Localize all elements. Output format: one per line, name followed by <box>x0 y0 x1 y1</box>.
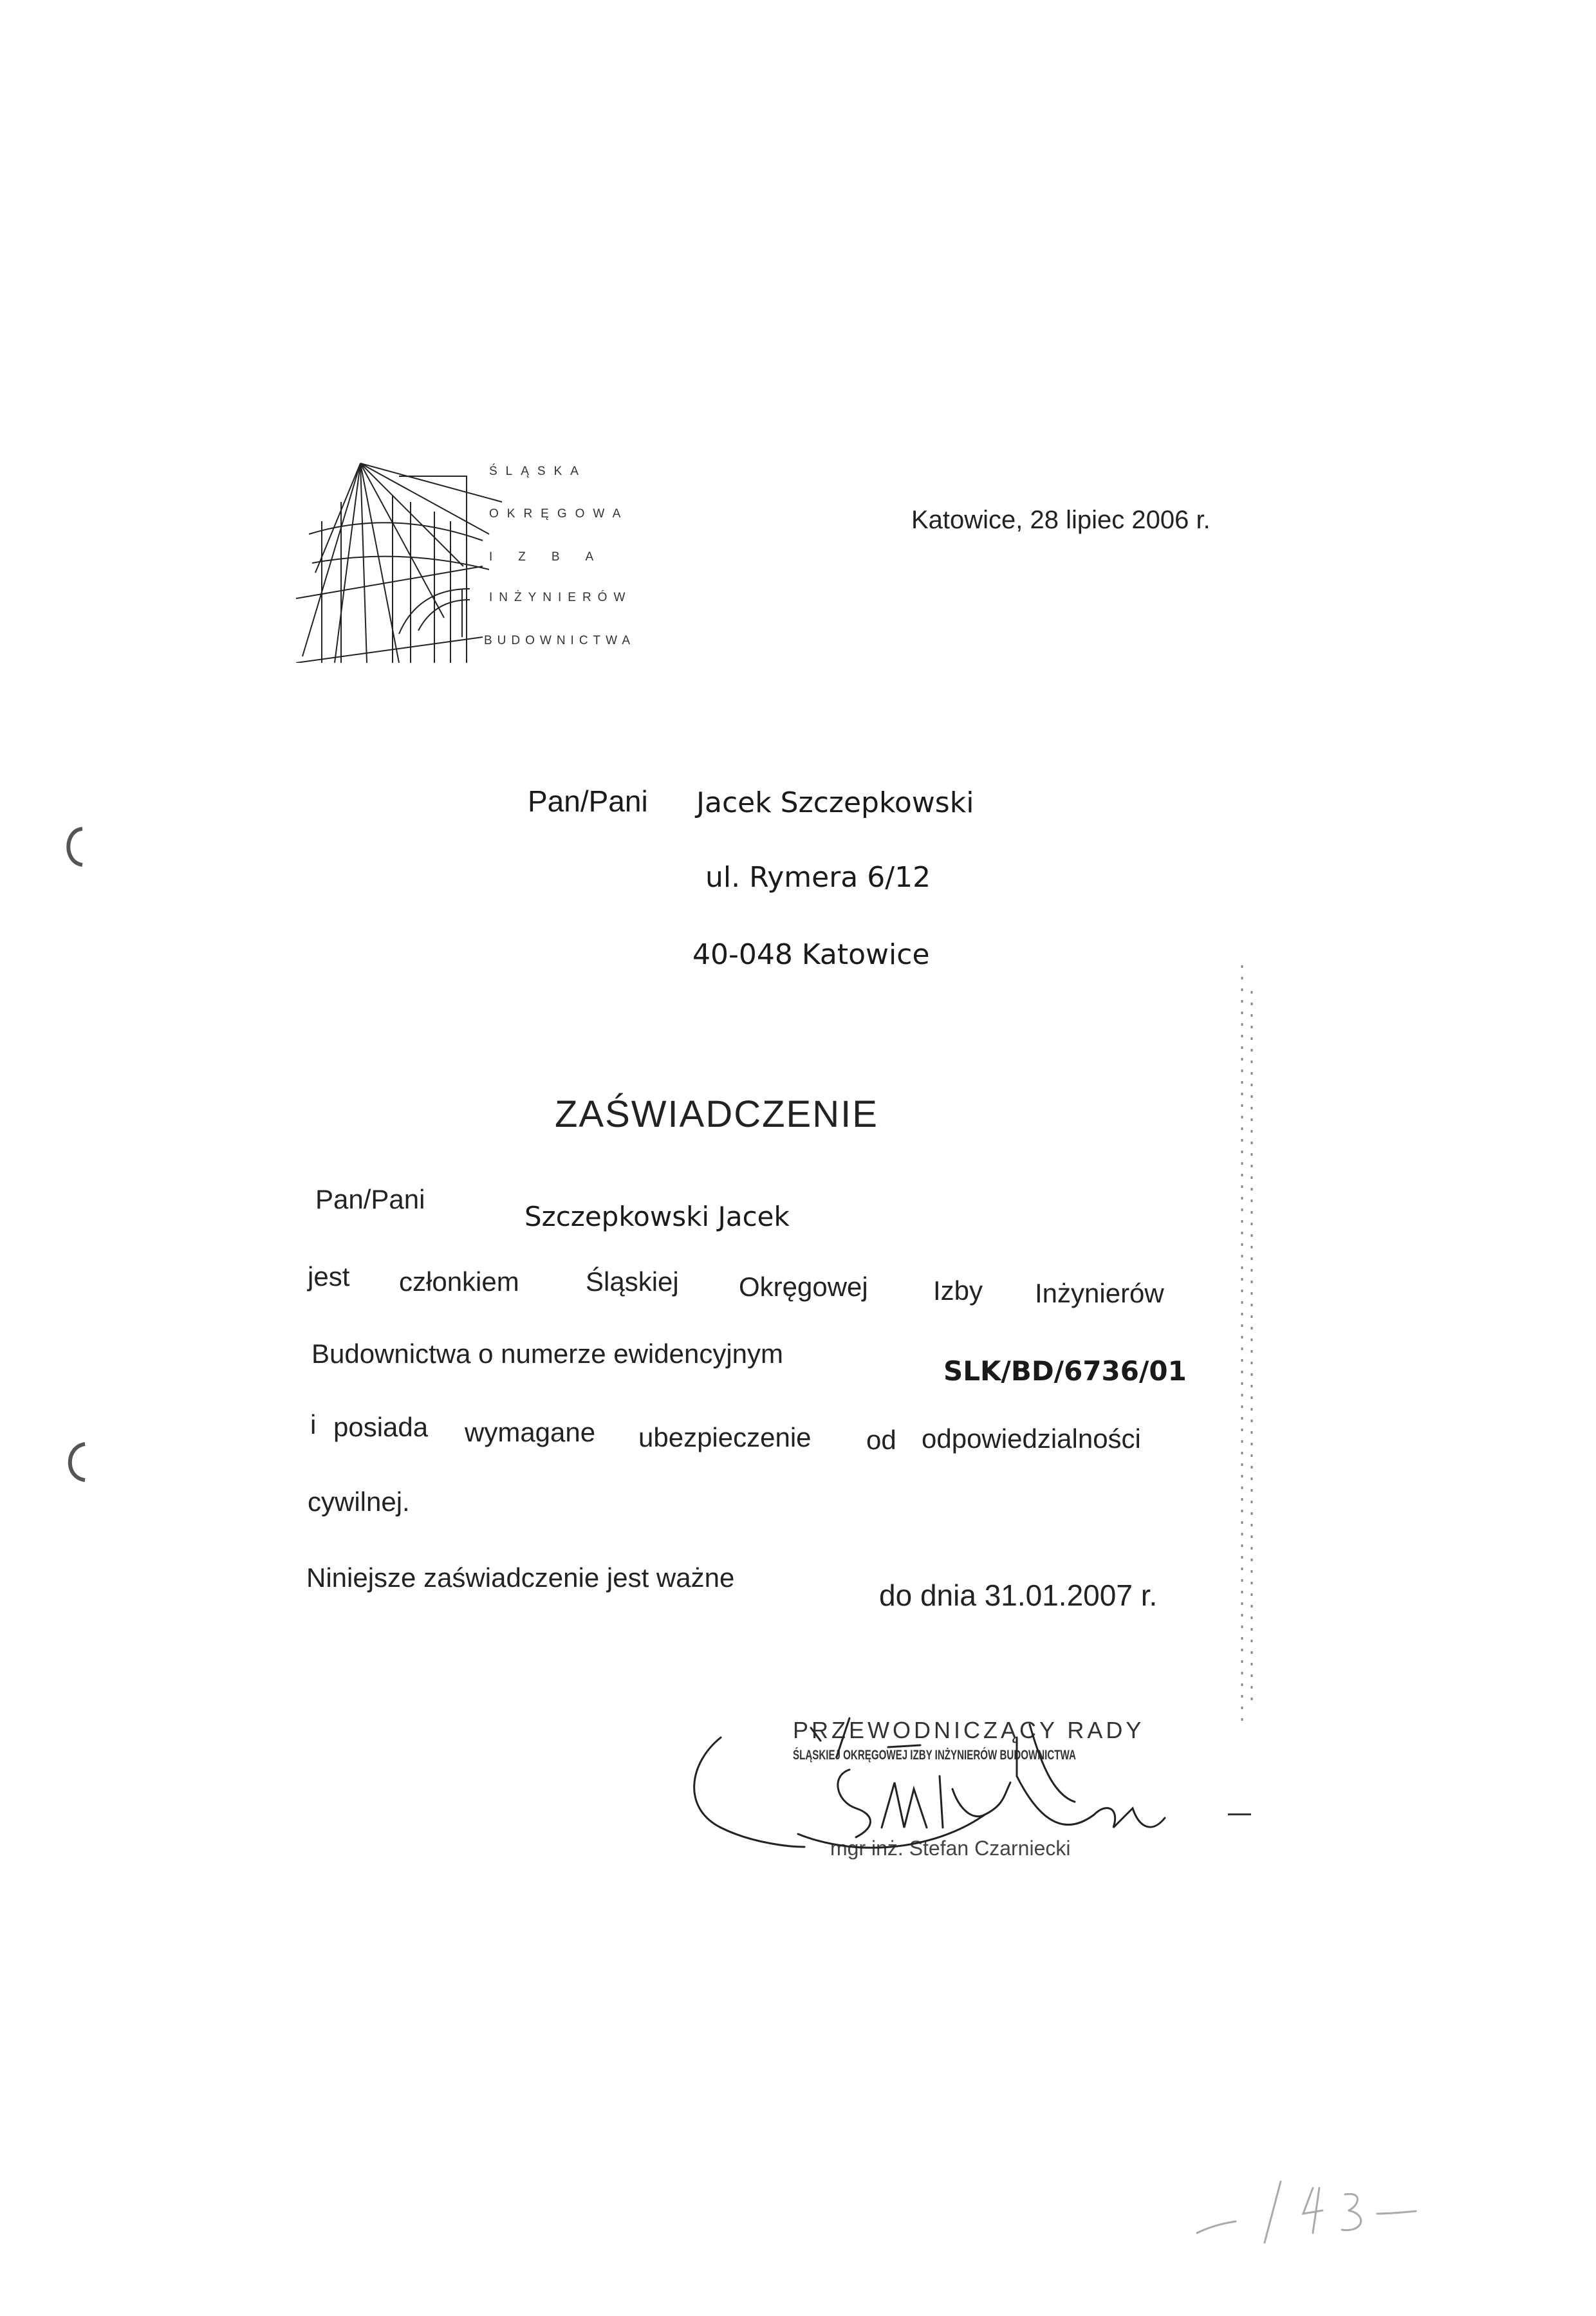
body-line: Budownictwa o numerze ewidencyjnym <box>311 1339 784 1369</box>
recipient-name: Jacek Szczepkowski <box>696 786 974 819</box>
body-word: jest <box>308 1261 350 1292</box>
body-word: Okręgowej <box>739 1272 868 1302</box>
org-name-line: IZBA <box>489 550 620 564</box>
body-word: i <box>310 1409 317 1440</box>
body-word: od <box>866 1425 896 1455</box>
handwritten-signature <box>682 1699 1171 1885</box>
stamp-subtitle: ŚLĄSKIEJ OKRĘGOWEJ IZBY INŻYNIERÓW BUDOWNICTWA <box>793 1748 1076 1763</box>
member-name: Szczepkowski Jacek <box>524 1201 790 1232</box>
certificate-title: ZAŚWIADCZENIE <box>555 1093 878 1135</box>
stamp-title: PRZEWODNICZĄCY RADY <box>793 1717 1145 1743</box>
registration-number: SLK/BD/6736/01 <box>943 1355 1187 1387</box>
recipient-city: 40-048 Katowice <box>692 938 930 971</box>
recipient-street: ul. Rymera 6/12 <box>705 861 931 894</box>
org-name-line: OKRĘGOWA <box>489 507 629 521</box>
recipient-salutation: Pan/Pani <box>528 784 648 818</box>
body-word: członkiem <box>399 1266 519 1297</box>
validity-date: do dnia 31.01.2007 r. <box>879 1579 1158 1612</box>
body-word: Inżynierów <box>1035 1278 1164 1308</box>
org-name-line: INŻYNIERÓW <box>489 591 632 604</box>
issue-date: Katowice, 28 lipiec 2006 r. <box>911 506 1211 534</box>
body-word: wymagane <box>465 1417 596 1447</box>
stamp-signatory: mgr inż. Stefan Czarniecki <box>830 1837 1071 1860</box>
validity-text: Niniejsze zaświadczenie jest ważne <box>306 1562 735 1593</box>
body-word: Izby <box>933 1275 983 1306</box>
body-word: ubezpieczenie <box>638 1422 812 1452</box>
body-word: Śląskiej <box>586 1266 679 1297</box>
margin-dash <box>1228 1813 1251 1815</box>
org-name-line: ŚLĄSKA <box>489 465 587 478</box>
body-word: posiada <box>333 1412 429 1442</box>
certificate-salutation: Pan/Pani <box>315 1184 425 1214</box>
body-word: odpowiedzialności <box>922 1423 1141 1454</box>
org-name-line: BUDOWNICTWA <box>484 634 636 647</box>
body-line: cywilnej. <box>308 1487 410 1517</box>
scan-margin-marks <box>1216 965 1268 1737</box>
page-number-mark <box>1184 2162 1429 2246</box>
